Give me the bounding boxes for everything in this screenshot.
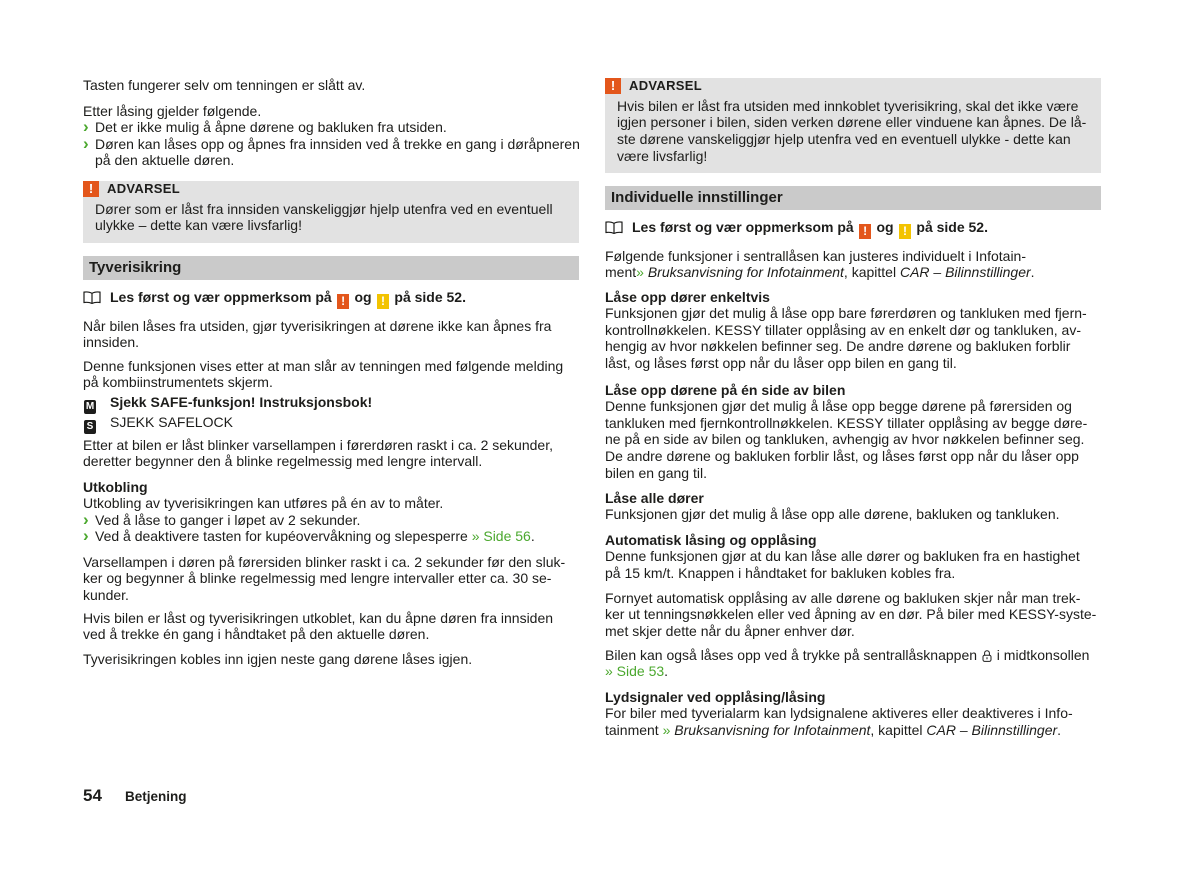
text-line: ne på en side av bilen og tankluken, avhengig av hvor nøkkelen befinner seg. [605,431,1085,448]
page-reference-link[interactable]: » Side 56 [471,528,531,545]
caution-exclamation-icon: ! [899,224,911,239]
text-segment: . [664,663,669,680]
paragraph [605,590,1101,640]
list-item-text: Ved å låse to ganger i løpet av 2 sekunder. [95,511,361,528]
text-line: ker ut tenningsnøkkelen eller ved åpning av en dør. På biler med KESSY-syste- [605,606,1097,623]
text-line: De andre dørene og bakluken forblir låst, og låses først opp når du låser opp [605,448,1079,465]
list-item-text: på den aktuelle døren. [95,152,235,169]
text-line [605,264,1101,281]
display-message-text: SJEKK SAFELOCK [110,413,233,430]
bullet-arrow-icon: › [83,117,89,137]
list-item-text: Døren kan låses opp og åpnes fra innsiden ved å trekke en gang i døråpneren [95,135,580,152]
text-line: Dører som er låst fra innsiden vanskeliggjør hjelp utenfra ved en eventuell [95,200,553,217]
setting-sound-signals [605,689,1101,739]
text-line: Hvis bilen er låst og tyverisikringen utkoblet, kan du åpne døren fra innsiden [83,609,554,626]
warning-text [83,201,579,234]
chapter-reference: CAR – Bilinnstillinger [926,721,1058,738]
chapter-name: Betjening [125,789,187,804]
text-line: på kombiinstrumentets skjerm. [83,374,273,391]
text-segment: Bilen kan også låses opp ved å trykke på sentrallåsknappen [605,646,978,663]
after-locking-list [83,103,579,169]
caution-exclamation-icon: ! [377,294,389,309]
warning-box [83,181,579,243]
display-message-icon: M [85,400,95,412]
text-line: ulykke – dette kan være livsfarlig! [95,217,302,234]
text-line: Hvis bilen er låst fra utsiden med innkoblet tyverisikring, skal det ikke være [617,97,1079,114]
paragraph [83,651,579,668]
text-line: ved å trekke én gang i håndtaket på den aktuelle døren. [83,626,430,643]
text-segment: , kapittel [843,264,897,281]
text-line: Funksjonen gjør det mulig å låse opp bare førerdøren og tankluken med fjern- [605,305,1087,322]
read-first-note [605,219,1101,239]
left-column [83,0,579,876]
text-line: Denne funksjonen vises etter at man slår av tenningen med følgende melding [83,357,564,374]
page-reference-link[interactable]: » Side 53 [605,663,665,680]
text-line: låst, og låses først opp når du låser opp bilen en gang til. [605,355,957,372]
text-segment: , kapittel [870,721,923,738]
text-line: For biler med tyverialarm kan lydsignalene aktiveres eller deaktiveres i Info- [605,705,1073,722]
read-first-text: Les først og vær oppmerksom på [110,288,332,305]
text-segment: . [530,528,535,545]
section-heading: Tyverisikring [83,256,579,280]
manual-reference: Bruksanvisning for Infotainment [647,264,844,281]
text-line: ste dørene vanskeliggjør hjelp utenfra ved en eventuell ulykke - dette kan [617,130,1071,147]
text-line: Varsellampen i døren på førersiden blinker raskt i ca. 2 sekunder før den sluk- [83,553,566,570]
paragraph [83,358,579,391]
text-segment: . [1030,264,1035,281]
text-line: på 15 km/t. Knappen i håndtaket for bakluken kobles fra. [605,564,956,581]
text-line: ker og begynner å blinke regelmessig med lengre intervaller etter ca. 30 se- [83,570,552,587]
bullet-arrow-icon: › [83,509,89,529]
warning-text [605,98,1101,164]
intro-paragraph [83,77,579,94]
text-line: deretter begynner den å blinke regelmessig med lengre intervall. [83,453,483,470]
setting-auto-lock [605,532,1101,582]
text-line: igjen personer i bilen, siden verken dørene eller vinduene kan åpnes. De lå- [617,114,1087,131]
read-first-text: og [876,218,894,235]
read-first-note [83,289,579,309]
text-line: innsiden. [83,334,140,351]
read-first-text: på side 52. [916,218,988,235]
text-segment: . [1057,721,1062,738]
text-line: Tyverisikringen kobles inn igjen neste gang dørene låses igjen. [83,650,473,667]
warning-exclamation-icon: ! [605,78,621,94]
text-line: Etter at bilen er låst blinker varsellampen i førerdøren raskt i ca. 2 sekunder, [83,436,553,453]
read-first-text: og [354,288,372,305]
display-message-icon: S [84,420,96,434]
manual-reference: Bruksanvisning for Infotainment [674,721,871,738]
subheading: Låse opp dørene på én side av bilen [605,381,846,398]
text-line: Fornyet automatisk opplåsing av alle dørene og bakluken skjer når man trek- [605,589,1081,606]
text-line: Følgende funksjoner i sentrallåsen kan justeres individuelt i Infotain- [605,247,1027,264]
list-item-text: Det er ikke mulig å åpne dørene og bakluken fra utsiden. [95,119,447,136]
read-first-text: på side 52. [394,288,466,305]
right-column [605,0,1101,876]
text-line: tankluken med fjernkontrollnøkkelen. KESSY tillater opplåsing av begge døre- [605,414,1088,431]
page-number: 54 [83,786,102,805]
display-message-text: Sjekk SAFE-funksjon! Instruksjonsbok! [110,393,373,410]
list-item [83,528,579,545]
text-line: Utkobling av tyverisikringen kan utføres på én av to måter. [83,495,444,512]
warning-box [605,78,1101,173]
reference-marker: » [636,264,644,281]
warning-exclamation-icon: ! [83,181,99,197]
text-line: met skjer dette når du åpner enhver dør. [605,622,855,639]
text-line: hengig av hvor nøkkelen befinner seg. De andre dørene og bakluken forblir [605,338,1071,355]
text-segment: Ved å deaktivere tasten for kupéovervåkning og slepesperre [95,528,468,545]
list-lead: Etter låsing gjelder følgende. [83,102,262,119]
setting-lock-all [605,490,1101,523]
text-line [605,647,1101,664]
subheading: Utkobling [83,478,148,495]
section-heading: Individuelle innstillinger [605,186,1101,210]
text-line: Denne funksjonen gjør det mulig å låse opp begge dørene på førersiden og [605,398,1072,415]
paragraph [83,318,579,351]
reference-marker: » [662,721,671,738]
text-line: Funksjonen gjør det mulig å låse opp alle dørene, bakluken og tankluken. [605,506,1060,523]
warning-exclamation-icon: ! [337,294,349,309]
text-line: kunder. [83,586,129,603]
text-line: være livsfarlig! [617,147,708,164]
deactivation-section [83,479,579,545]
warning-header [83,181,579,197]
subheading: Lydsignaler ved opplåsing/låsing [605,688,826,705]
subheading: Låse alle dører [605,489,704,506]
text-segment: ment [605,264,637,281]
subheading: Låse opp dører enkeltvis [605,288,770,305]
text-segment: i midtkonsollen [996,646,1090,663]
subheading: Automatisk låsing og opplåsing [605,531,817,548]
read-first-text: Les først og vær oppmerksom på [632,218,854,235]
warning-header [605,78,1101,94]
text-line: Denne funksjonen gjør at du kan låse alle dører og bakluken fra en hastighet [605,548,1080,565]
list-item [83,119,579,136]
paragraph [605,248,1101,281]
list-item-text [95,528,579,545]
list-item [83,133,580,169]
display-message [83,394,579,414]
warning-title: ADVARSEL [629,78,702,93]
setting-unlock-single [605,289,1101,372]
paragraph [83,554,579,604]
warning-title: ADVARSEL [107,181,180,196]
bullet-arrow-icon: › [83,526,89,546]
book-icon [605,221,623,234]
list-item [83,509,579,529]
paragraph [83,610,579,643]
setting-unlock-side [605,382,1101,482]
text-line: kontrollnøkkelen. KESSY tillater opplåsing av en enkelt dør og tankluken, av- [605,321,1081,338]
display-message [83,414,579,434]
paragraph [605,647,1101,680]
text-segment: tainment [605,721,659,738]
text-line: Når bilen låses fra utsiden, gjør tyverisikringen at dørene ikke kan åpnes fra [83,317,552,334]
book-icon [83,291,101,304]
lock-icon [982,649,992,662]
text-line: Tasten fungerer selv om tenningen er slått av. [83,76,366,93]
text-line [605,663,1101,680]
text-line [605,722,1101,739]
chapter-reference: CAR – Bilinnstillinger [899,264,1031,281]
paragraph [83,437,579,470]
text-line: bilen en gang til. [605,464,707,481]
bullet-arrow-icon: › [83,133,89,153]
warning-exclamation-icon: ! [859,224,871,239]
